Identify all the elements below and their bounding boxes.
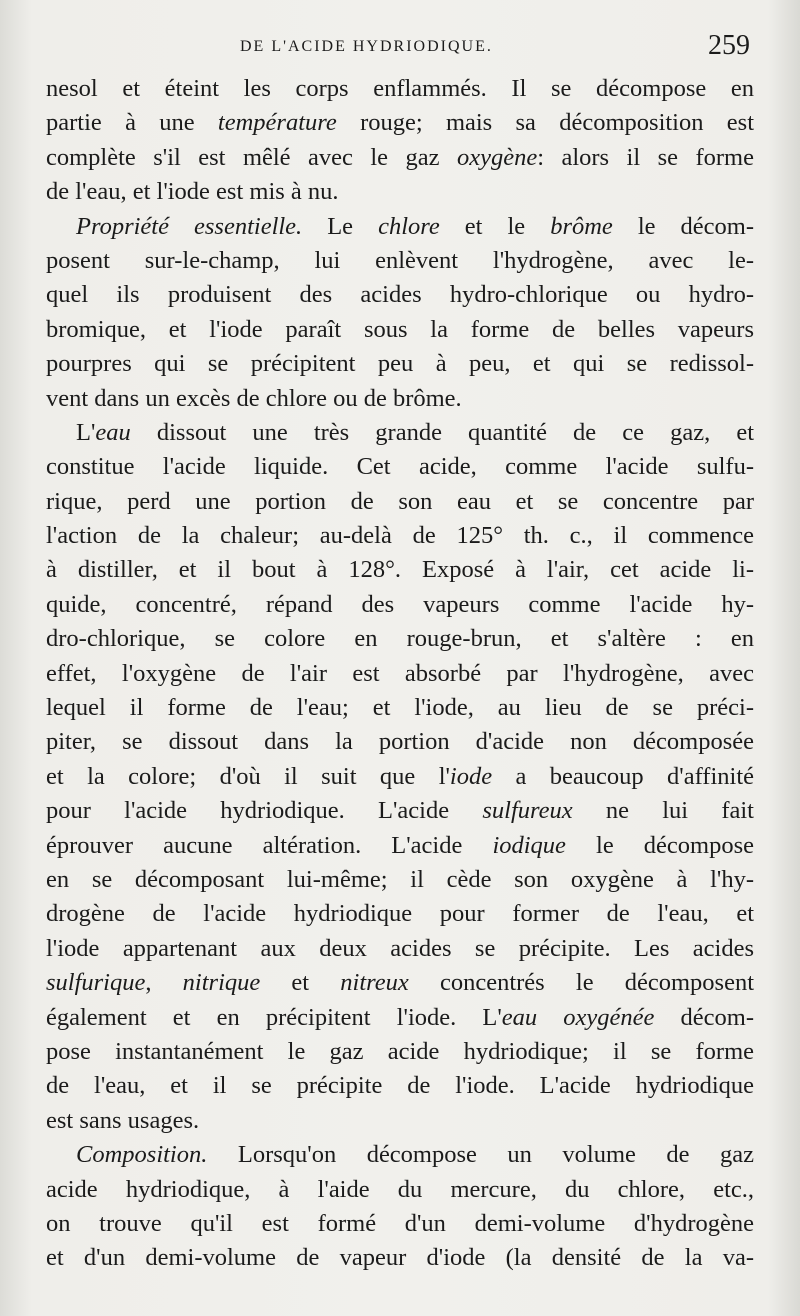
italic-text: Propriété essentielle. <box>76 212 303 240</box>
text-run: également et en précipitent l'iode. L' <box>46 1003 502 1031</box>
text-run: Le <box>302 212 379 240</box>
text-run: rique, perd une portion de son eau et se concentre par <box>46 487 754 515</box>
text-run: est sans usages. <box>46 1106 200 1134</box>
italic-text: chlore <box>378 212 440 240</box>
text-run: : alors il se forme <box>537 143 754 171</box>
text-line <box>46 1001 754 1035</box>
text-run: décom- <box>654 1003 754 1031</box>
text-line <box>46 760 754 794</box>
text-run: le décom- <box>612 212 754 240</box>
text-line <box>46 691 754 725</box>
text-line <box>46 1173 754 1207</box>
text-run: ne lui fait <box>572 797 754 825</box>
text-run: le décompose <box>565 831 754 859</box>
text-run: constitue l'acide liquide. Cet acide, comme l'acide sulfu- <box>46 453 754 481</box>
text-run: nesol et éteint les corps enflammés. Il se décompose en <box>46 75 754 102</box>
text-line <box>46 622 754 656</box>
text-line <box>46 278 754 312</box>
text-run: dro-chlorique, se colore en rouge-brun, et s'altère : en <box>46 625 754 653</box>
text-run: a beaucoup d'affinité <box>492 762 754 790</box>
text-run: acide hydriodique, à l'aide du mercure, du chlore, etc., <box>46 1175 754 1203</box>
text-run: lequel il forme de l'eau; et l'iode, au lieu de se préci- <box>46 694 754 722</box>
text-line <box>46 72 754 106</box>
text-run: éprouver aucune altération. L'acide <box>46 831 493 859</box>
text-line <box>46 382 754 416</box>
text-line <box>46 347 754 381</box>
text-run: dissout une très grande quantité de ce gaz, et <box>130 418 754 446</box>
text-run: pose instantanément le gaz acide hydriodique; il se forme <box>46 1037 754 1065</box>
text-line <box>46 725 754 759</box>
text-run: et d'un demi-volume de vapeur d'iode (la densité de la va- <box>46 1244 754 1272</box>
text-line <box>46 416 754 450</box>
text-run: L' <box>76 418 96 446</box>
text-run: vent dans un excès de chlore ou de brôme. <box>46 384 462 412</box>
text-run: pour l'acide hydriodique. L'acide <box>46 797 483 825</box>
text-line <box>46 313 754 347</box>
text-line <box>46 244 754 278</box>
text-run: l'action de la chaleur; au-delà de 125° th. c., il commence <box>46 522 754 550</box>
text-line <box>46 966 754 1000</box>
text-run: concentrés le décomposent <box>408 969 754 997</box>
text-run: partie à une <box>46 109 218 137</box>
text-line <box>46 1104 754 1138</box>
text-run: complète s'il est mêlé avec le gaz <box>46 143 457 171</box>
running-head: DE L'ACIDE HYDRIODIQUE. <box>240 38 493 55</box>
italic-text: nitreux <box>340 969 409 997</box>
text-line <box>46 519 754 553</box>
body-text <box>46 72 754 1276</box>
text-line <box>46 1069 754 1103</box>
text-run: Lorsqu'on décompose un volume de gaz <box>207 1141 754 1169</box>
text-line <box>46 588 754 622</box>
text-line <box>46 1035 754 1069</box>
text-run: et la colore; d'où il suit que l' <box>46 762 450 790</box>
text-line <box>46 450 754 484</box>
text-line <box>46 863 754 897</box>
italic-text: eau <box>95 418 131 446</box>
text-run: et <box>260 969 341 997</box>
italic-text: température <box>217 109 337 137</box>
page-header <box>0 30 800 70</box>
text-run: bromique, et l'iode paraît sous la forme de belles vapeurs <box>46 315 754 343</box>
text-run: drogène de l'acide hydriodique pour former de l'eau, et <box>46 900 754 928</box>
text-line <box>46 106 754 140</box>
text-run: effet, l'oxygène de l'air est absorbé par l'hydrogène, avec <box>46 659 754 687</box>
italic-text: Composition. <box>76 1141 208 1169</box>
text-line <box>46 141 754 175</box>
text-line <box>46 829 754 863</box>
page-number: 259 <box>708 30 750 61</box>
text-run: rouge; mais sa décomposition est <box>336 109 754 137</box>
text-run: on trouve qu'il est formé d'un demi-volume d'hydrogène <box>46 1209 754 1237</box>
text-run: l'iode appartenant aux deux acides se précipite. Les acides <box>46 934 754 962</box>
text-line <box>46 1241 754 1275</box>
text-run: , <box>145 969 183 997</box>
text-line <box>46 897 754 931</box>
text-line <box>46 175 754 209</box>
italic-text: sulfureux <box>482 797 573 825</box>
text-line <box>46 657 754 691</box>
text-line <box>46 932 754 966</box>
italic-text: nitrique <box>182 969 261 997</box>
text-run: en se décomposant lui-même; il cède son oxygène à l'hy- <box>46 865 754 893</box>
italic-text: iodique <box>492 831 566 859</box>
italic-text: brôme <box>550 212 613 240</box>
italic-text: iode <box>449 762 493 790</box>
italic-text: eau oxygénée <box>501 1003 655 1031</box>
text-line <box>46 210 754 244</box>
italic-text: sulfurique <box>46 969 146 997</box>
text-run: à distiller, et il bout à 128°. Exposé à l'air, cet acide li- <box>46 556 754 584</box>
text-run: et le <box>439 212 551 240</box>
text-run: posent sur-le-champ, lui enlèvent l'hydrogène, avec le- <box>46 246 754 274</box>
text-run: de l'eau, et il se précipite de l'iode. L'acide hydriodique <box>46 1072 754 1100</box>
text-line <box>46 553 754 587</box>
text-run: de l'eau, et l'iode est mis à nu. <box>46 178 339 206</box>
text-line <box>46 485 754 519</box>
text-run: piter, se dissout dans la portion d'acide non décomposée <box>46 728 754 756</box>
text-line <box>46 1207 754 1241</box>
text-line <box>46 1138 754 1172</box>
text-run: quel ils produisent des acides hydro-chlorique ou hydro- <box>46 281 754 309</box>
italic-text: oxygène <box>456 143 538 171</box>
text-run: pourpres qui se précipitent peu à peu, et qui se redissol- <box>46 350 754 378</box>
text-line <box>46 794 754 828</box>
text-run: quide, concentré, répand des vapeurs comme l'acide hy- <box>46 590 754 618</box>
